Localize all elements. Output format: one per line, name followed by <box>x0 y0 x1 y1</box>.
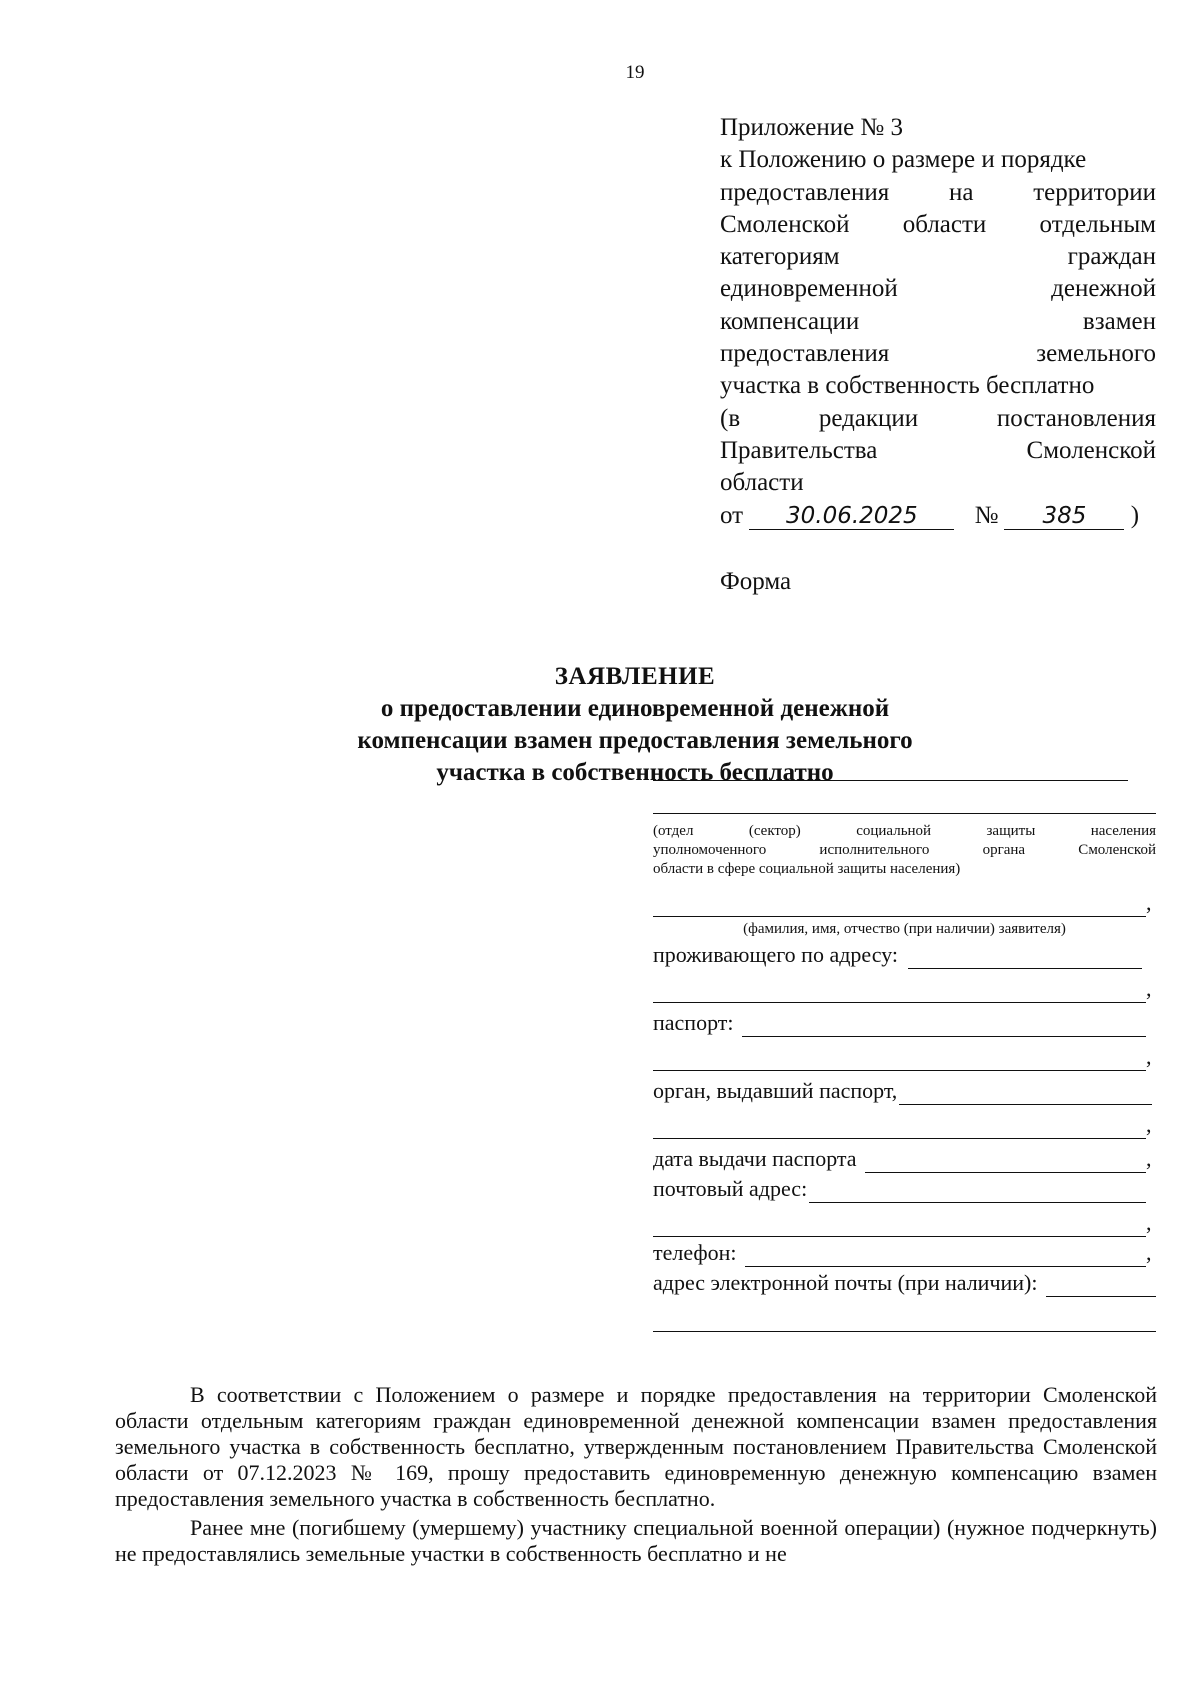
appendix-line: Смоленской области отдельным <box>720 210 1156 238</box>
comma: , <box>1146 1210 1152 1235</box>
applicant-form <box>653 780 1156 1332</box>
email-field[interactable] <box>1046 1274 1157 1297</box>
issue-date-row <box>653 1145 1156 1173</box>
appendix-reference <box>720 500 1156 532</box>
form-label: Форма <box>720 568 792 595</box>
email-line-2[interactable] <box>653 1331 1156 1332</box>
ref-from: от <box>720 501 744 529</box>
issue-date-label: дата выдачи паспорта <box>653 1146 857 1171</box>
appendix-line: области <box>720 469 804 497</box>
document-title <box>250 661 1020 789</box>
residing-row <box>653 941 1156 969</box>
title-line: участка в собственность бесплатно <box>436 759 834 786</box>
phone-label: телефон: <box>653 1240 737 1265</box>
issuer-label: орган, выдавший паспорт, <box>653 1078 898 1103</box>
ref-number-handwritten: 385 <box>1004 503 1124 530</box>
passport-field[interactable] <box>742 1014 1146 1037</box>
body-paragraph-1: В соответствии с Положением о размере и порядке предоставления на территории Смоленской области отдельным категориям граждан единовременной денежной компенсации взамен предоставления земельного участка в собственность бесплатно, утвержденным постановлением Правительства Смоленской области от 07.12.2023 № 169, прошу предоставить единовременную денежную компенсацию взамен предоставления земельного участка в собственность бесплатно. <box>115 1382 1157 1511</box>
postal-row-2 <box>653 1209 1156 1237</box>
addressee-note-line: области в сфере социальной защиты населения) <box>653 861 961 877</box>
appendix-line: компенсации взамен <box>720 307 1156 335</box>
appendix-block <box>720 112 1156 532</box>
passport-row <box>653 1009 1156 1037</box>
appendix-line: категориям граждан <box>720 243 1156 271</box>
passport-field-2[interactable] <box>653 1048 1146 1071</box>
addressee-note-line: (отдел (сектор) социальной защиты населения <box>653 823 1156 839</box>
residing-field[interactable] <box>908 946 1142 969</box>
comma: , <box>1146 976 1152 1001</box>
comma: , <box>1146 1240 1152 1265</box>
appendix-line: к Положению о размере и порядке <box>720 146 1087 174</box>
email-row <box>653 1269 1156 1297</box>
title-main: ЗАЯВЛЕНИЕ <box>554 663 716 690</box>
postal-row <box>653 1175 1156 1203</box>
postal-field-2[interactable] <box>653 1214 1146 1237</box>
body-paragraph-2: Ранее мне (погибшему (умершему) участнику специальной военной операции) (нужное подчеркнуть) не предоставлялись земельные участки в собственность бесплатно и не <box>115 1515 1157 1566</box>
addressee-note-line: уполномоченного исполнительного органа Смоленской <box>653 842 1156 858</box>
phone-row <box>653 1239 1156 1267</box>
appendix-line: предоставления земельного <box>720 340 1156 368</box>
appendix-title: Приложение № 3 <box>720 114 904 141</box>
ref-date-handwritten: 30.06.2025 <box>749 503 954 530</box>
phone-field[interactable] <box>745 1244 1146 1267</box>
comma: , <box>1146 1112 1152 1137</box>
issuer-field-2[interactable] <box>653 1116 1146 1139</box>
title-line: компенсации взамен предоставления земельного <box>357 727 913 754</box>
email-label: адрес электронной почты (при наличии): <box>653 1270 1038 1295</box>
title-line: о предоставлении единовременной денежной <box>380 695 890 722</box>
ref-close: ) <box>1130 501 1140 529</box>
issuer-row <box>653 1077 1156 1105</box>
addressee-line-2[interactable] <box>653 813 1156 814</box>
ref-number-label: № <box>974 501 999 529</box>
addressee-line-1[interactable] <box>653 780 1128 781</box>
residing-label: проживающего по адресу: <box>653 942 899 967</box>
issue-date-field[interactable] <box>865 1150 1146 1173</box>
appendix-line: предоставления на территории <box>720 178 1156 206</box>
addressee-note <box>653 822 1156 879</box>
passport-row-2 <box>653 1043 1156 1071</box>
residing-field-2[interactable] <box>653 980 1146 1003</box>
appendix-line: Правительства Смоленской <box>720 436 1156 464</box>
comma: , <box>1146 890 1152 915</box>
issuer-row-2 <box>653 1111 1156 1139</box>
appendix-line: участка в собственность бесплатно <box>720 372 1095 400</box>
postal-label: почтовый адрес: <box>653 1176 808 1201</box>
comma: , <box>1146 1044 1152 1069</box>
applicant-name-field[interactable] <box>653 894 1146 917</box>
appendix-line: единовременной денежной <box>720 275 1156 303</box>
comma: , <box>1146 1146 1152 1171</box>
postal-field[interactable] <box>809 1180 1146 1203</box>
application-body <box>115 1382 1157 1567</box>
applicant-name-row <box>653 889 1156 917</box>
issuer-field[interactable] <box>899 1082 1152 1105</box>
page-number: 19 <box>625 62 645 83</box>
appendix-line: (в редакции постановления <box>720 404 1156 432</box>
residing-row-2 <box>653 975 1156 1003</box>
applicant-note: (фамилия, имя, отчество (при наличии) заявителя) <box>743 921 1066 937</box>
passport-label: паспорт: <box>653 1010 734 1035</box>
